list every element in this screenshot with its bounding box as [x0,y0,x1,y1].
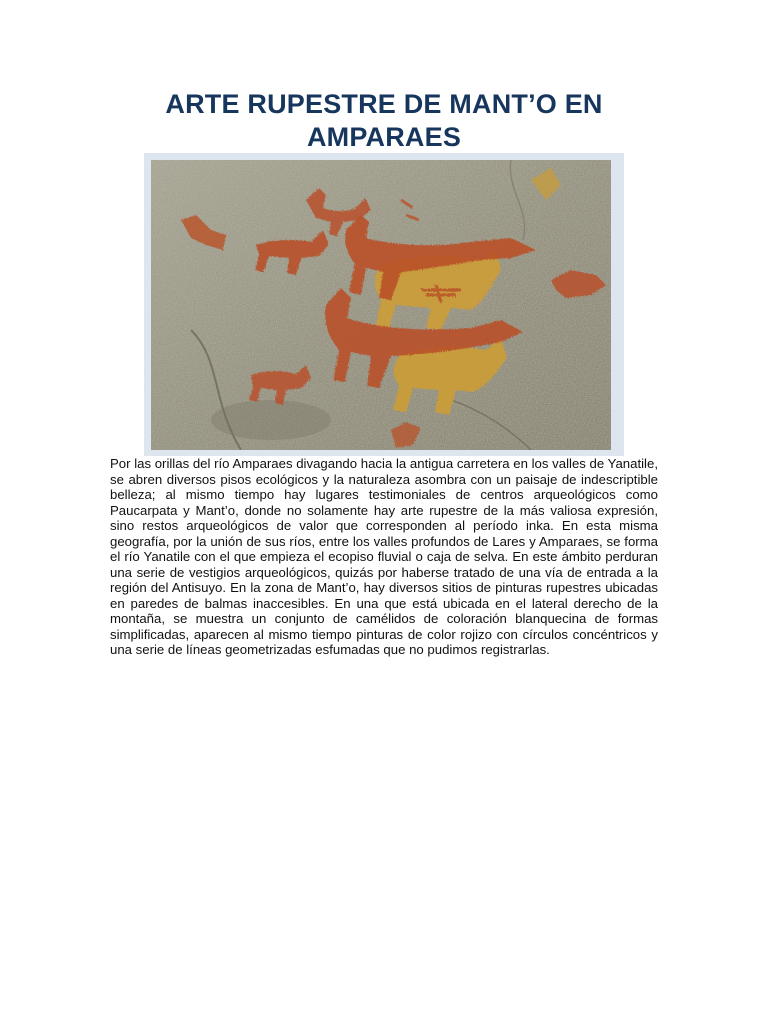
cave-painting-photo [144,153,624,456]
page-title: ARTE RUPESTRE DE MANT’O EN AMPARAES [165,89,603,152]
body-paragraph: Por las orillas del río Amparaes divagando hacia la antigua carretera en los valles de Yanatile, se abren diversos pisos ecológicos y la naturaleza asombra con un paisaje de indescriptible belleza; al mismo tiempo hay lugares testimoniales de centros arqueológicos como Paucarpata y Mant’o, donde no solamente hay arte rupestre de la más valiosa expresión, sino restos arqueológicos de valor que corresponden al período inka. En esta misma geografía, por la unión de sus ríos, entre los valles profundos de Lares y Amparaes, se forma el río Yanatile con el que empieza el ecopiso fluvial o caja de selva. En este ámbito perduran una serie de vestigios arqueológicos, quizás por haberse tratado de una vía de entrada a la región del Antisuyo. En la zona de Mant’o, hay diversos sitios de pinturas rupestres ubicadas en paredes de balmas inaccesibles. En una que está ubicada en el lateral derecho de la montaña, se muestra un conjunto de camélidos de coloración blanquecina de formas simplificadas, aparecen al mismo tiempo pinturas de color rojizo con círculos concéntricos y una serie de líneas geometrizadas esfumadas que no pudimos registrarlas. [110,456,658,657]
rock-art-image [151,160,611,450]
